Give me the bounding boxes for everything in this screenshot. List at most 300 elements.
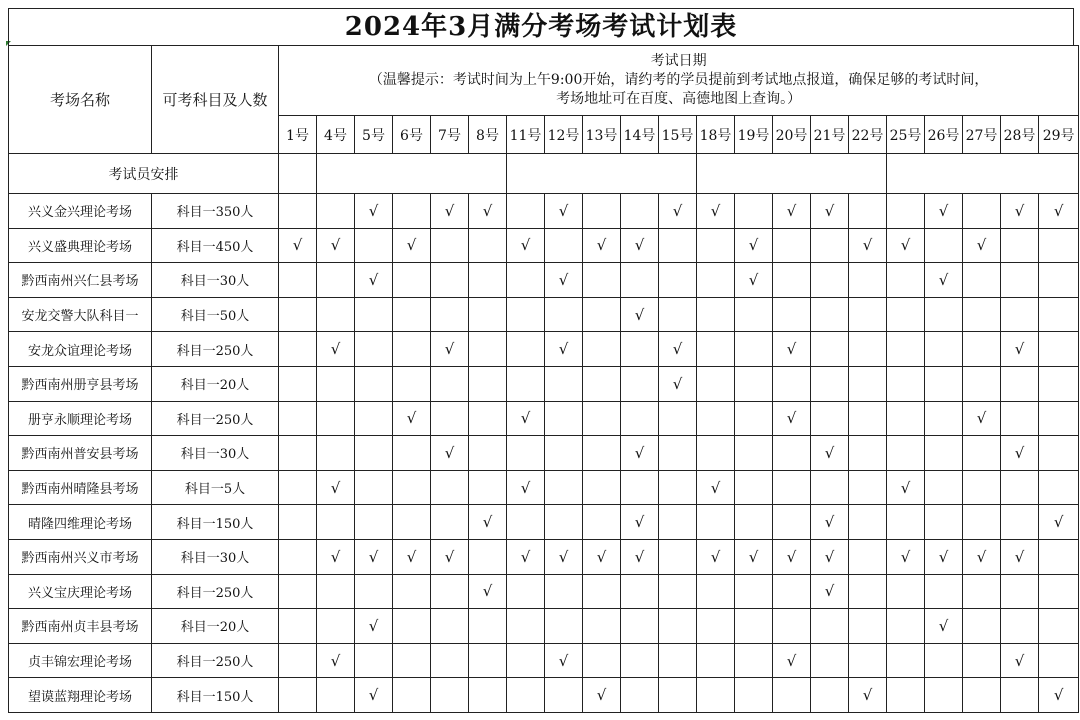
empty-date-cell (811, 332, 849, 367)
venue-subject-cell: 科目一20人 (152, 366, 279, 401)
check-mark-cell: √ (355, 539, 393, 574)
empty-date-cell (735, 505, 773, 540)
check-mark-cell: √ (1001, 539, 1039, 574)
empty-date-cell (735, 678, 773, 713)
check-mark-cell: √ (545, 263, 583, 298)
empty-date-cell (773, 470, 811, 505)
examiner-arrangement-cell (507, 154, 697, 194)
check-mark-cell: √ (963, 401, 1001, 436)
empty-date-cell (887, 366, 925, 401)
venue-subject-cell: 科目一150人 (152, 505, 279, 540)
empty-date-cell (963, 332, 1001, 367)
empty-date-cell (659, 539, 697, 574)
empty-date-cell (393, 609, 431, 644)
empty-date-cell (811, 297, 849, 332)
empty-date-cell (469, 643, 507, 678)
examiner-arrangement-label: 考试员安排 (9, 154, 279, 194)
check-mark-cell: √ (849, 228, 887, 263)
empty-date-cell (963, 470, 1001, 505)
table-row (9, 297, 1079, 332)
empty-date-cell (697, 609, 735, 644)
check-mark-cell: √ (545, 194, 583, 229)
check-mark-cell: √ (393, 228, 431, 263)
empty-date-cell (697, 678, 735, 713)
date-header-cell: 15号 (659, 116, 697, 154)
empty-date-cell (355, 643, 393, 678)
date-header-cell: 1号 (279, 116, 317, 154)
check-mark-cell: √ (811, 194, 849, 229)
check-mark-cell: √ (811, 539, 849, 574)
date-header-cell: 28号 (1001, 116, 1039, 154)
empty-date-cell (1039, 574, 1079, 609)
empty-date-cell (659, 436, 697, 471)
empty-date-cell (925, 228, 963, 263)
empty-date-cell (925, 470, 963, 505)
empty-date-cell (317, 401, 355, 436)
empty-date-cell (583, 263, 621, 298)
check-mark-cell: √ (507, 539, 545, 574)
empty-date-cell (469, 678, 507, 713)
check-mark-cell: √ (1001, 332, 1039, 367)
empty-date-cell (925, 297, 963, 332)
check-mark-cell: √ (545, 332, 583, 367)
empty-date-cell (545, 228, 583, 263)
empty-date-cell (773, 505, 811, 540)
empty-date-cell (317, 297, 355, 332)
empty-date-cell (811, 263, 849, 298)
empty-date-cell (621, 401, 659, 436)
empty-date-cell (621, 194, 659, 229)
header-subjects-and-count: 可考科目及人数 (152, 46, 279, 154)
empty-date-cell (545, 470, 583, 505)
check-mark-cell: √ (469, 505, 507, 540)
empty-date-cell (849, 574, 887, 609)
empty-date-cell (431, 678, 469, 713)
check-mark-cell: √ (659, 194, 697, 229)
empty-date-cell (317, 366, 355, 401)
empty-date-cell (621, 470, 659, 505)
check-mark-cell: √ (583, 228, 621, 263)
table-row (9, 678, 1079, 713)
empty-date-cell (469, 401, 507, 436)
date-header-cell: 25号 (887, 116, 925, 154)
empty-date-cell (355, 332, 393, 367)
empty-date-cell (431, 297, 469, 332)
check-mark-cell: √ (279, 228, 317, 263)
tip-line-2: 考场地址可在百度、高德地图上查询。） (556, 91, 802, 107)
empty-date-cell (811, 609, 849, 644)
empty-date-cell (773, 678, 811, 713)
examiner-arrangement-cell (279, 154, 317, 194)
empty-date-cell (773, 366, 811, 401)
empty-date-cell (317, 609, 355, 644)
empty-date-cell (355, 228, 393, 263)
empty-date-cell (355, 470, 393, 505)
venue-subject-cell: 科目一30人 (152, 436, 279, 471)
empty-date-cell (963, 643, 1001, 678)
empty-date-cell (659, 678, 697, 713)
empty-date-cell (545, 505, 583, 540)
empty-date-cell (545, 436, 583, 471)
empty-date-cell (925, 505, 963, 540)
check-mark-cell: √ (773, 332, 811, 367)
empty-date-cell (279, 297, 317, 332)
venue-subject-cell: 科目一250人 (152, 332, 279, 367)
empty-date-cell (317, 574, 355, 609)
empty-date-cell (1039, 401, 1079, 436)
empty-date-cell (811, 643, 849, 678)
empty-date-cell (545, 366, 583, 401)
empty-date-cell (393, 574, 431, 609)
empty-date-cell (317, 505, 355, 540)
empty-date-cell (1039, 332, 1079, 367)
empty-date-cell (887, 505, 925, 540)
empty-date-cell (507, 194, 545, 229)
page-title: 2024年3月满分考场考试计划表 (8, 8, 1074, 45)
empty-date-cell (811, 366, 849, 401)
venue-name-cell: 册亨永顺理论考场 (9, 401, 152, 436)
empty-date-cell (545, 574, 583, 609)
empty-date-cell (507, 436, 545, 471)
check-mark-cell: √ (887, 539, 925, 574)
date-header-cell: 22号 (849, 116, 887, 154)
date-header-cell: 4号 (317, 116, 355, 154)
check-mark-cell: √ (659, 366, 697, 401)
empty-date-cell (887, 643, 925, 678)
empty-date-cell (431, 366, 469, 401)
empty-date-cell (1001, 574, 1039, 609)
empty-date-cell (507, 505, 545, 540)
venue-name-cell: 安龙众谊理论考场 (9, 332, 152, 367)
empty-date-cell (279, 470, 317, 505)
empty-date-cell (887, 194, 925, 229)
table-row (9, 609, 1079, 644)
check-mark-cell: √ (317, 643, 355, 678)
empty-date-cell (393, 505, 431, 540)
check-mark-cell: √ (773, 401, 811, 436)
table-row (9, 505, 1079, 540)
empty-date-cell (355, 505, 393, 540)
examiner-arrangement-cell (887, 154, 1079, 194)
examiner-arrangement-cell (697, 154, 887, 194)
table-row (9, 366, 1079, 401)
check-mark-cell: √ (317, 470, 355, 505)
header-venue-name: 考场名称 (9, 46, 152, 154)
empty-date-cell (1001, 228, 1039, 263)
check-mark-cell: √ (963, 539, 1001, 574)
empty-date-cell (469, 263, 507, 298)
check-mark-cell: √ (1001, 194, 1039, 229)
check-mark-cell: √ (317, 332, 355, 367)
empty-date-cell (355, 401, 393, 436)
check-mark-cell: √ (545, 643, 583, 678)
empty-date-cell (735, 436, 773, 471)
check-mark-cell: √ (469, 574, 507, 609)
venue-name-cell: 兴义宝庆理论考场 (9, 574, 152, 609)
table-row (9, 539, 1079, 574)
venue-subject-cell: 科目一350人 (152, 194, 279, 229)
empty-date-cell (659, 401, 697, 436)
check-mark-cell: √ (811, 505, 849, 540)
empty-date-cell (887, 332, 925, 367)
empty-date-cell (697, 574, 735, 609)
empty-date-cell (355, 366, 393, 401)
empty-date-cell (811, 678, 849, 713)
empty-date-cell (735, 574, 773, 609)
empty-date-cell (925, 643, 963, 678)
venue-name-cell: 黔西南州贞丰县考场 (9, 609, 152, 644)
check-mark-cell: √ (469, 194, 507, 229)
empty-date-cell (963, 678, 1001, 713)
empty-date-cell (849, 332, 887, 367)
check-mark-cell: √ (393, 539, 431, 574)
empty-date-cell (469, 332, 507, 367)
venue-name-cell: 安龙交警大队科目一 (9, 297, 152, 332)
check-mark-cell: √ (317, 539, 355, 574)
check-mark-cell: √ (849, 678, 887, 713)
empty-date-cell (279, 332, 317, 367)
check-mark-cell: √ (431, 332, 469, 367)
empty-date-cell (469, 609, 507, 644)
empty-date-cell (887, 436, 925, 471)
empty-date-cell (583, 574, 621, 609)
date-header-cell: 5号 (355, 116, 393, 154)
empty-date-cell (393, 436, 431, 471)
empty-date-cell (507, 263, 545, 298)
date-header-cell: 18号 (697, 116, 735, 154)
empty-date-cell (887, 297, 925, 332)
empty-date-cell (659, 609, 697, 644)
empty-date-cell (583, 470, 621, 505)
empty-date-cell (317, 678, 355, 713)
table-row (9, 643, 1079, 678)
empty-date-cell (849, 505, 887, 540)
empty-date-cell (925, 366, 963, 401)
empty-date-cell (393, 332, 431, 367)
empty-date-cell (735, 401, 773, 436)
empty-date-cell (963, 194, 1001, 229)
empty-date-cell (773, 436, 811, 471)
empty-date-cell (469, 228, 507, 263)
empty-date-cell (469, 436, 507, 471)
empty-date-cell (659, 643, 697, 678)
empty-date-cell (697, 401, 735, 436)
empty-date-cell (317, 194, 355, 229)
empty-date-cell (735, 297, 773, 332)
empty-date-cell (393, 194, 431, 229)
check-mark-cell: √ (811, 436, 849, 471)
check-mark-cell: √ (431, 194, 469, 229)
table-row (9, 470, 1079, 505)
date-header-cell: 26号 (925, 116, 963, 154)
empty-date-cell (393, 263, 431, 298)
empty-date-cell (963, 574, 1001, 609)
check-mark-cell: √ (773, 643, 811, 678)
empty-date-cell (849, 643, 887, 678)
check-mark-cell: √ (621, 539, 659, 574)
empty-date-cell (431, 470, 469, 505)
check-mark-cell: √ (963, 228, 1001, 263)
empty-date-cell (659, 228, 697, 263)
empty-date-cell (431, 263, 469, 298)
empty-date-cell (811, 470, 849, 505)
table-row (9, 436, 1079, 471)
date-header-cell: 19号 (735, 116, 773, 154)
venue-name-cell: 黔西南州普安县考场 (9, 436, 152, 471)
table-row (9, 332, 1079, 367)
empty-date-cell (545, 297, 583, 332)
empty-date-cell (697, 332, 735, 367)
exam-schedule-table (8, 45, 1079, 713)
empty-date-cell (963, 297, 1001, 332)
empty-date-cell (1001, 263, 1039, 298)
empty-date-cell (507, 366, 545, 401)
empty-date-cell (849, 436, 887, 471)
table-row (9, 574, 1079, 609)
check-mark-cell: √ (545, 539, 583, 574)
empty-date-cell (659, 297, 697, 332)
examiner-arrangement-row (9, 154, 1079, 194)
empty-date-cell (583, 332, 621, 367)
date-header-cell: 13号 (583, 116, 621, 154)
venue-name-cell: 望谟蓝翔理论考场 (9, 678, 152, 713)
empty-date-cell (1039, 436, 1079, 471)
empty-date-cell (849, 366, 887, 401)
empty-date-cell (659, 505, 697, 540)
empty-date-cell (279, 194, 317, 229)
header-exam-dates (279, 46, 1079, 116)
empty-date-cell (279, 401, 317, 436)
empty-date-cell (545, 401, 583, 436)
venue-subject-cell: 科目一250人 (152, 401, 279, 436)
check-mark-cell: √ (697, 539, 735, 574)
empty-date-cell (735, 332, 773, 367)
empty-date-cell (583, 436, 621, 471)
check-mark-cell: √ (507, 228, 545, 263)
empty-date-cell (621, 643, 659, 678)
empty-date-cell (431, 401, 469, 436)
date-header-cell: 8号 (469, 116, 507, 154)
empty-date-cell (431, 574, 469, 609)
venue-name-cell: 黔西南州晴隆县考场 (9, 470, 152, 505)
date-header-cell: 7号 (431, 116, 469, 154)
table-row (9, 401, 1079, 436)
venue-subject-cell: 科目一30人 (152, 539, 279, 574)
check-mark-cell: √ (773, 194, 811, 229)
check-mark-cell: √ (583, 539, 621, 574)
empty-date-cell (507, 643, 545, 678)
empty-date-cell (697, 263, 735, 298)
check-mark-cell: √ (735, 539, 773, 574)
check-mark-cell: √ (1001, 643, 1039, 678)
check-mark-cell: √ (1001, 436, 1039, 471)
empty-date-cell (431, 609, 469, 644)
empty-date-cell (431, 228, 469, 263)
check-mark-cell: √ (621, 297, 659, 332)
empty-date-cell (583, 609, 621, 644)
empty-date-cell (773, 263, 811, 298)
check-mark-cell: √ (431, 539, 469, 574)
check-mark-cell: √ (507, 470, 545, 505)
empty-date-cell (1039, 643, 1079, 678)
empty-date-cell (735, 366, 773, 401)
check-mark-cell: √ (773, 539, 811, 574)
check-mark-cell: √ (697, 470, 735, 505)
empty-date-cell (887, 574, 925, 609)
empty-date-cell (773, 297, 811, 332)
empty-date-cell (431, 643, 469, 678)
venue-name-cell: 兴义金兴理论考场 (9, 194, 152, 229)
empty-date-cell (1001, 678, 1039, 713)
empty-date-cell (963, 505, 1001, 540)
empty-date-cell (697, 436, 735, 471)
empty-date-cell (925, 436, 963, 471)
empty-date-cell (887, 678, 925, 713)
check-mark-cell: √ (355, 678, 393, 713)
empty-date-cell (621, 574, 659, 609)
empty-date-cell (659, 470, 697, 505)
check-mark-cell: √ (735, 263, 773, 298)
empty-date-cell (469, 297, 507, 332)
empty-date-cell (317, 263, 355, 298)
date-header-cell: 29号 (1039, 116, 1079, 154)
empty-date-cell (355, 574, 393, 609)
venue-subject-cell: 科目一250人 (152, 643, 279, 678)
empty-date-cell (887, 609, 925, 644)
empty-date-cell (1001, 609, 1039, 644)
empty-date-cell (811, 401, 849, 436)
check-mark-cell: √ (697, 194, 735, 229)
check-mark-cell: √ (811, 574, 849, 609)
empty-date-cell (545, 609, 583, 644)
empty-date-cell (507, 297, 545, 332)
check-mark-cell: √ (507, 401, 545, 436)
venue-name-cell: 兴义盛典理论考场 (9, 228, 152, 263)
check-mark-cell: √ (925, 263, 963, 298)
empty-date-cell (507, 609, 545, 644)
empty-date-cell (735, 194, 773, 229)
empty-date-cell (1039, 470, 1079, 505)
empty-date-cell (583, 366, 621, 401)
empty-date-cell (925, 401, 963, 436)
empty-date-cell (849, 470, 887, 505)
empty-date-cell (887, 263, 925, 298)
empty-date-cell (279, 643, 317, 678)
empty-date-cell (393, 366, 431, 401)
empty-date-cell (279, 609, 317, 644)
empty-date-cell (1001, 297, 1039, 332)
empty-date-cell (621, 366, 659, 401)
empty-date-cell (431, 505, 469, 540)
empty-date-cell (279, 539, 317, 574)
venue-name-cell: 黔西南州兴义市考场 (9, 539, 152, 574)
empty-date-cell (1001, 366, 1039, 401)
venue-name-cell: 贞丰锦宏理论考场 (9, 643, 152, 678)
empty-date-cell (925, 678, 963, 713)
empty-date-cell (963, 436, 1001, 471)
table-row (9, 194, 1079, 229)
empty-date-cell (659, 263, 697, 298)
date-header-cell: 6号 (393, 116, 431, 154)
check-mark-cell: √ (355, 263, 393, 298)
empty-date-cell (697, 505, 735, 540)
empty-date-cell (355, 297, 393, 332)
empty-date-cell (849, 401, 887, 436)
venue-name-cell: 黔西南州兴仁县考场 (9, 263, 152, 298)
date-header-cell: 14号 (621, 116, 659, 154)
empty-date-cell (583, 194, 621, 229)
date-header-cell: 27号 (963, 116, 1001, 154)
